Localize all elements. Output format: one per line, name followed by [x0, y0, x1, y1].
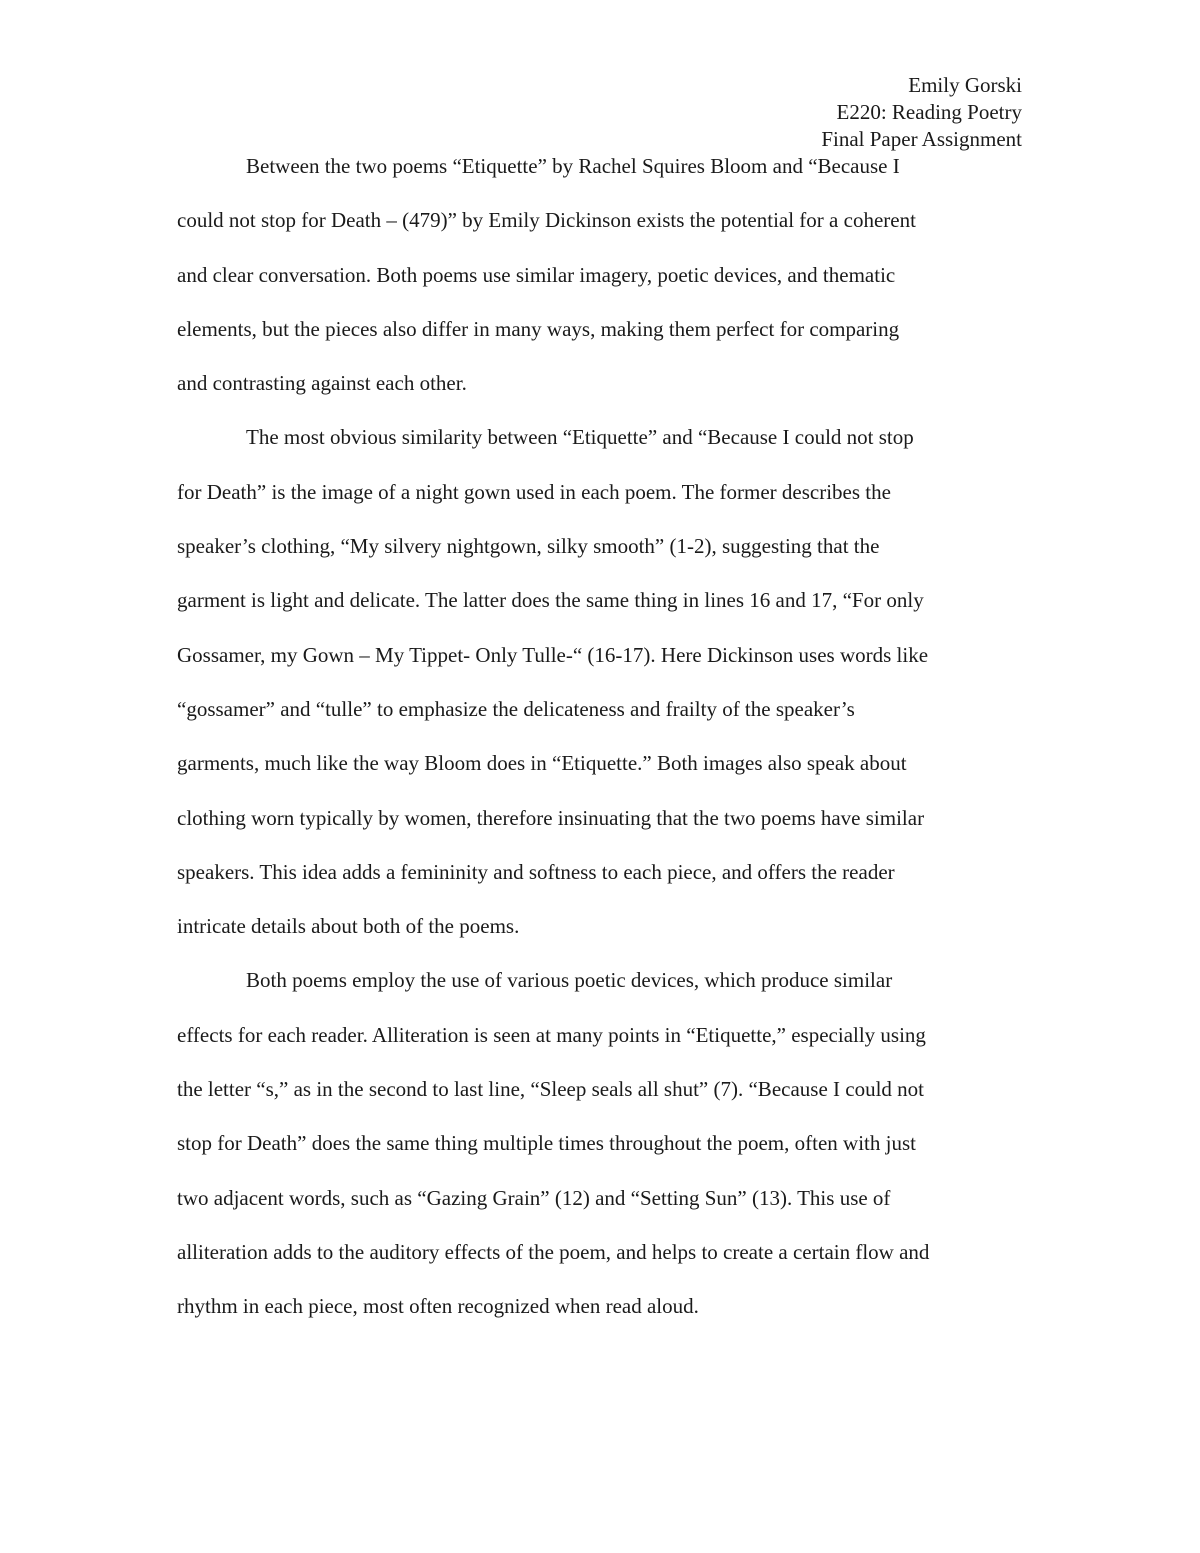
text-line: clothing worn typically by women, therefore insinuating that the two poems have similar	[177, 805, 925, 830]
essay-body	[177, 150, 1027, 1345]
text-line: garments, much like the way Bloom does in “Etiquette.” Both images also speak about	[177, 751, 907, 776]
text-line: “gossamer” and “tulle” to emphasize the delicateness and frailty of the speaker’s	[177, 696, 855, 721]
text-line: elements, but the pieces also differ in many ways, making them perfect for comparing	[177, 316, 900, 341]
text-line: speaker’s clothing, “My silvery nightgown, silky smooth” (1-2), suggesting that the	[177, 534, 880, 559]
text-line: Both poems employ the use of various poetic devices, which produce similar	[246, 968, 893, 993]
text-line: The most obvious similarity between “Etiquette” and “Because I could not stop	[246, 425, 914, 450]
text-line: rhythm in each piece, most often recognized when read aloud.	[177, 1294, 699, 1319]
paragraph-1	[177, 150, 1027, 421]
text-line: effects for each reader. Alliteration is seen at many points in “Etiquette,” especially using	[177, 1022, 926, 1047]
text-line: the letter “s,” as in the second to last line, “Sleep seals all shut” (7). “Because I could not	[177, 1077, 925, 1102]
text-line: for Death” is the image of a night gown used in each poem. The former describes the	[177, 479, 891, 504]
text-line: and contrasting against each other.	[177, 371, 467, 396]
paper-header	[821, 72, 1022, 153]
text-line: Gossamer, my Gown – My Tippet- Only Tulle-“ (16-17). Here Dickinson uses words like	[177, 642, 929, 667]
paragraph-3	[177, 964, 1027, 1344]
text-line: and clear conversation. Both poems use similar imagery, poetic devices, and thematic	[177, 262, 896, 287]
paragraph-2	[177, 421, 1027, 964]
text-line: could not stop for Death – (479)” by Emily Dickinson exists the potential for a coherent	[177, 208, 916, 233]
author-name: Emily Gorski	[908, 73, 1022, 97]
text-line: Between the two poems “Etiquette” by Rachel Squires Bloom and “Because I	[246, 154, 900, 178]
course-title: E220: Reading Poetry	[836, 100, 1022, 124]
text-line: speakers. This idea adds a femininity and softness to each piece, and offers the reader	[177, 859, 895, 884]
text-line: stop for Death” does the same thing multiple times throughout the poem, often with just	[177, 1131, 916, 1156]
text-line: alliteration adds to the auditory effects of the poem, and helps to create a certain flow and	[177, 1239, 930, 1264]
text-line: two adjacent words, such as “Gazing Grain” (12) and “Setting Sun” (13). This use of	[177, 1185, 891, 1210]
text-line: garment is light and delicate. The latter does the same thing in lines 16 and 17, “For only	[177, 588, 924, 613]
assignment-title: Final Paper Assignment	[821, 127, 1022, 151]
text-line: intricate details about both of the poems.	[177, 914, 520, 939]
